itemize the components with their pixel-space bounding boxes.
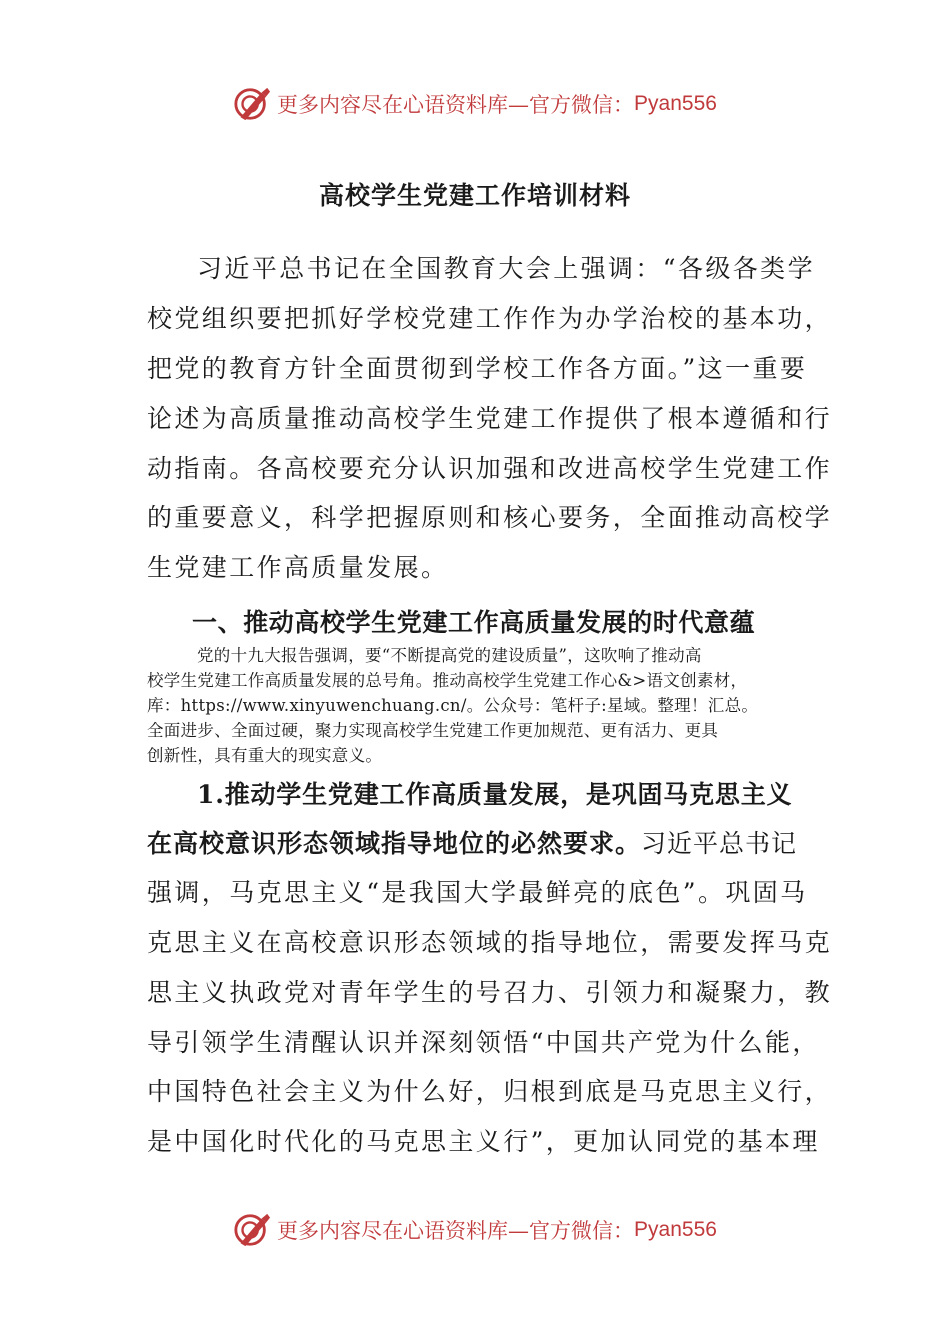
small-line: 党的十九大报告强调，要“不断提高党的建设质量”，这吹响了推动高 [197,646,702,665]
point1-line: 强调，马克思主义“是我国大学最鲜亮的底色”。巩固马 [147,878,808,907]
intro-line: 生党建工作高质量发展。 [147,553,449,582]
intro-line: 习近平总书记在全国教育大会上强调：“各级各类学 [197,254,815,283]
point1-line [147,827,797,861]
watermark-text: 更多内容尽在心语资料库—官方微信： [277,93,635,117]
small-line: 库：https://www.xinyuwenchuang.cn/。公众号：笔杆子:星域。整理！汇总。 [147,696,759,715]
small-line: 校学生党建工作高质量发展的总号角。推动高校学生党建工作心&>语文创素材， [147,671,748,690]
intro-line: 动指南。各高校要充分认识加强和改进高校学生党建工作 [147,454,833,483]
small-line: 全面进步、全面过硬，聚力实现高校学生党建工作更加规范、更有活力、更具 [147,721,719,740]
point1-line: 导引领学生清醒认识并深刻领悟“中国共产党为什么能， [147,1028,820,1057]
watermark-wechat-id: Pyan556 [634,92,717,115]
watermark-banner-top [0,82,950,126]
point1-line: 是中国化时代化的马克思主义行”，更加认同党的基本理 [147,1127,820,1156]
small-line: 创新性，具有重大的现实意义。 [147,746,383,765]
intro-line: 的重要意义，科学把握原则和核心要务，全面推动高校学 [147,503,833,532]
point1-line: 克思主义在高校意识形态领域的指导地位，需要发挥马克 [147,928,833,957]
section-heading: 一、推动高校学生党建工作高质量发展的时代意蕴 [192,608,756,637]
point1-line: 思主义执政党对青年学生的号召力、引领力和凝聚力，教 [147,978,833,1007]
pen-logo-icon [233,85,271,123]
point1-bold-text: 1.推动学生党建工作高质量发展，是巩固马克思主义 [197,780,793,809]
point1-text: 习近平总书记 [641,829,798,858]
intro-line: 论述为高质量推动高校学生党建工作提供了根本遵循和行 [147,404,833,433]
intro-line: 校党组织要把抓好学校党建工作作为办学治校的基本功， [147,304,833,333]
watermark-banner-bottom [0,1208,950,1252]
document-title: 高校学生党建工作培训材料 [318,181,631,210]
pen-logo-icon [233,1211,271,1249]
intro-line: 把党的教育方针全面贯彻到学校工作各方面。”这一重要 [147,354,808,383]
watermark-wechat-id: Pyan556 [634,1218,717,1241]
point1-line: 中国特色社会主义为什么好，归根到底是马克思主义行， [147,1077,833,1106]
point1-bold-line [197,778,792,812]
point1-bold-text: 在高校意识形态领域指导地位的必然要求。 [147,829,642,858]
watermark-text: 更多内容尽在心语资料库—官方微信： [277,1219,635,1243]
